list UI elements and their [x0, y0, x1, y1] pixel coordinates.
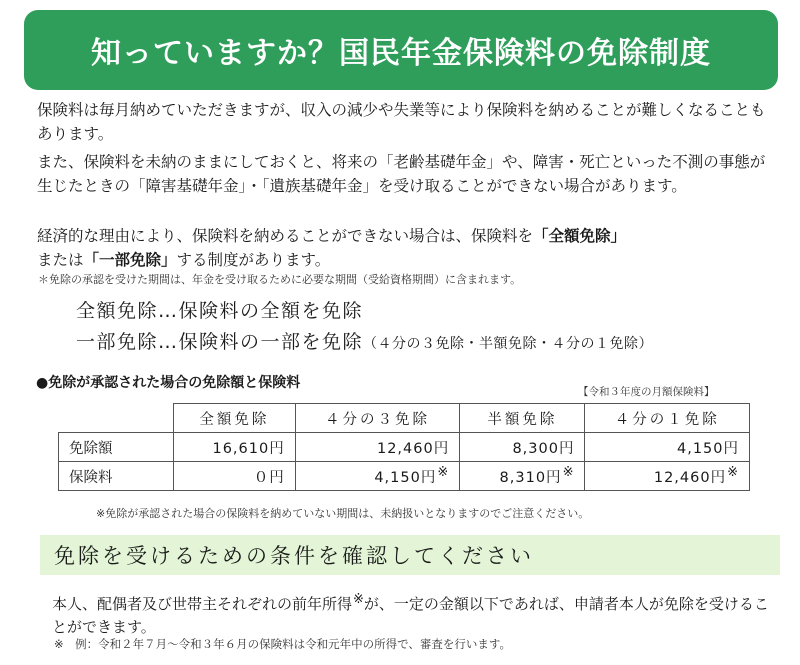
cell-value: 8,310円 [499, 470, 562, 486]
conditions-heading: 免除を受けるための条件を確認してください [54, 544, 534, 568]
table-cell: 8,300円 [460, 433, 585, 462]
partial-exemption-term: 「一部免除」 [83, 251, 177, 269]
table-cell [460, 462, 585, 491]
intro-paragraph-3 [37, 224, 767, 272]
column-header: 半額免除 [460, 404, 585, 433]
p3-text-a: 経済的な理由により、保険料を納めることができない場合は、保険料を [37, 227, 534, 245]
conditions-paragraph [52, 588, 772, 639]
full-exemption-term: 「全額免除」 [533, 227, 627, 245]
footnote-mark: ※ [437, 465, 450, 480]
column-header: ４分の３免除 [295, 404, 460, 433]
table-cell [295, 462, 460, 491]
table-row [59, 433, 750, 462]
table-footnote: ※免除が承認された場合の保険料を納めていない期間は、未納扱いとなりますのでご注意ください。 [96, 507, 590, 520]
table-corner [59, 404, 174, 433]
table-cell [585, 462, 750, 491]
table-header-row [59, 404, 750, 433]
conditions-text-b: が、一定の金額以下であれば、申請者本人が免除を受けることができます。 [52, 595, 769, 636]
row-label: 保険料 [59, 462, 174, 491]
p3-text-e: する制度があります。 [176, 251, 331, 269]
definition-full-exemption: 全額免除…保険料の全額を免除 [76, 300, 364, 322]
table-caption: 【令和３年度の月額保険料】 [578, 386, 715, 398]
table-row [59, 462, 750, 491]
conditions-footnote: ※ 例：令和２年７月～令和３年６月の保険料は令和元年中の所得で、審査を行います。 [54, 637, 511, 651]
cell-value: 4,150円 [374, 470, 437, 486]
page-title: 知っていますか？国民年金保険料の免除制度 [91, 36, 711, 71]
intro-paragraph-1: 保険料は毎月納めていただきますが、収入の減少や失業等により保険料を納めることが難しくなることもあります。 [37, 101, 766, 143]
definition-partial-text: 一部免除…保険料の一部を免除 [76, 331, 364, 353]
definition-partial-detail: （４分の３免除・半額免除・４分の１免除） [363, 336, 654, 352]
table-heading: ●免除が承認された場合の免除額と保険料 [36, 375, 301, 391]
title-banner [24, 10, 778, 90]
table-cell: 16,610円 [174, 433, 296, 462]
conditions-banner [40, 535, 780, 575]
footnote-mark: ※ [562, 465, 575, 480]
cell-value: 12,460円 [653, 470, 727, 486]
conditions-text-a: 本人、配偶者及び世帯主それぞれの前年所得 [52, 595, 353, 613]
column-header: ４分の１免除 [585, 404, 750, 433]
row-label: 免除額 [59, 433, 174, 462]
definition-partial-exemption [76, 327, 653, 354]
table-cell: ０円 [174, 462, 296, 491]
p3-text-c: または [37, 251, 84, 269]
footnote-mark: ※ [727, 465, 739, 480]
footnote-mark: ※ [353, 592, 364, 607]
fee-table [58, 403, 750, 491]
intro-paragraph-2: また、保険料を未納のままにしておくと、将来の「老齢基礎年金」や、障害・死亡といった不測の事態が生じたときの「障害基礎年金」・「遺族基礎年金」を受け取ることができない場合があります。 [37, 153, 766, 195]
table-cell: 4,150円 [585, 433, 750, 462]
table-cell: 12,460円 [295, 433, 460, 462]
eligibility-note: ＊免除の承認を受けた期間は、年金を受け取るために必要な期間（受給資格期間）に含まれます。 [38, 273, 522, 286]
column-header: 全額免除 [174, 404, 296, 433]
